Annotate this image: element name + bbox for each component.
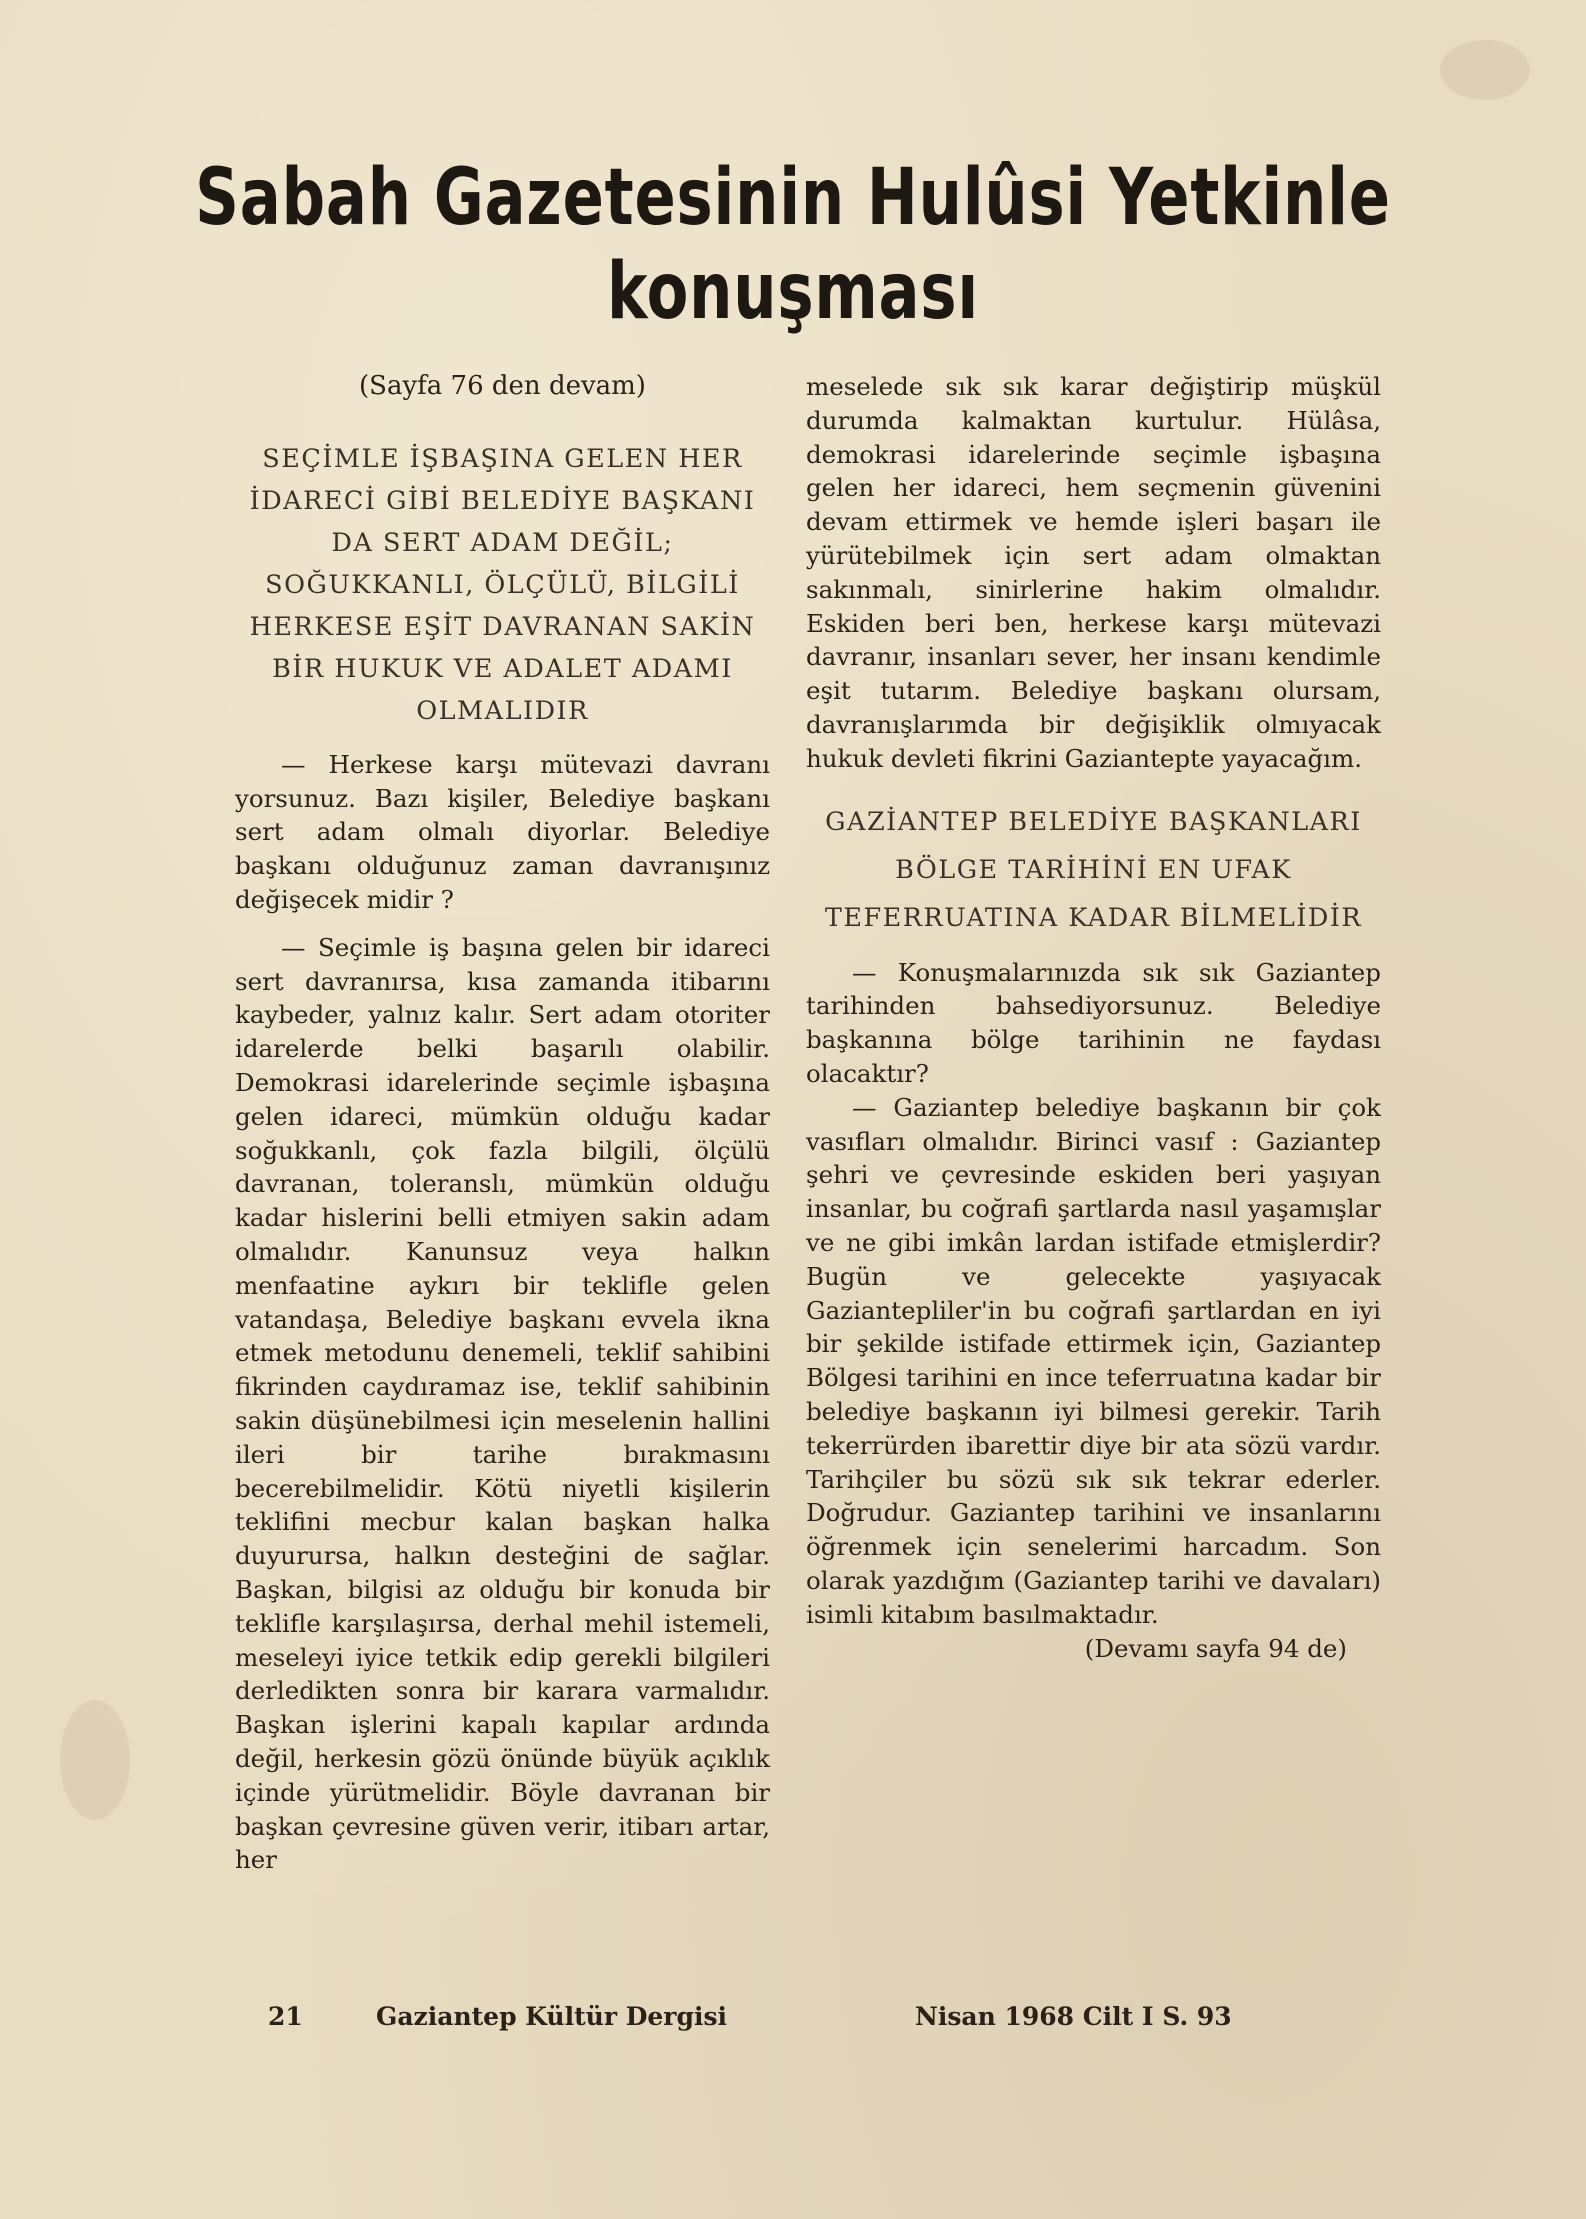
headline-line-1: Sabah Gazetesinin Hulûsi Yetkinle: [195, 153, 1391, 243]
headline-line-2: konuşması: [606, 247, 980, 337]
answer-1: — Seçimle iş başına gelen bir idareci sert davranırsa, kısa zamanda itibarını kaybeder, yalnız kalır. Sert adam otoriter idarelerde belki başarılı olabilir. Demokrasi idarelerinde seçimle işbaşına gelen idareci, mümkün olduğu kadar soğukkanlı, çok fazla bilgili, ölçülü davranan, toleranslı, mümkün olduğu kadar hislerini belli etmiyen sakin adam olmalıdır. Kanunsuz veya halkın menfaatine aykırı bir teklifle gelen vatandaşa, Belediye başkanı evvela ikna etmek metodunu denemeli, teklif sahibini fikrinden caydıramaz ise, teklif sahibinin sakin düşünebilmesi için meselenin hallini ileri bir tarihe bırakmasını becerebilmelidir. Kötü niyetli kişilerin teklifini mecbur kalan başkan halka duyurursa, halkın desteğini de sağlar. Başkan, bilgisi az olduğu bir konuda bir teklifle karşılaşırsa, derhal mehil istemeli, meseleyi iyice tetkik edip gerekli bilgileri derledikten sonra bir karara varmalıdır. Başkan işlerini kapalı kapılar ardında değil, herkesin gözü önünde büyük açıklık içinde yürütmelidir. Böyle davranan bir başkan çevresine güven verir, itibarı artar, her: [235, 932, 770, 1875]
continued-from-note: (Sayfa 76 den devam): [359, 371, 646, 401]
question-1: — Herkese karşı mütevazi davranı yorsunuz. Bazı kişiler, Belediye başkanı sert adam olmalı diyorlar. Belediye başkanı olduğunuz zaman davranışınız değişecek midir ?: [235, 749, 770, 914]
paper-stain: [60, 1700, 130, 1820]
answer-2: — Gaziantep belediye başkanın bir çok vasıfları olmalıdır. Birinci vasıf : Gaziantep şehri ve çevresinde eskiden beri yaşıyan insanlar, bu coğrafi şartlarda nasıl yaşamışlar ve ne gibi imkân lardan istifade etmişlerdir? Bugün ve gelecekte yaşıyacak Gaziantepliler'in bu coğrafi şartlardan en iyi bir şekilde istifade ettirmek için, Gaziantep Bölgesi tarihini en ince teferruatına kadar bir belediye başkanın iyi bilmesi gerekir. Tarih tekerrürden ibarettir diye bir ata sözü vardır. Tarihçiler bu sözü sık sık tekrar ederler. Doğrudur. Gaziantep tarihini ve insanlarını öğrenmek için senelerimi harcadım. Son olarak yazdığım (Gaziantep tarihi ve davaları) isimli kitabım basılmaktadır.: [806, 1092, 1381, 1629]
magazine-name: Gaziantep Kültür Dergisi: [376, 2002, 728, 2031]
issue-info: Nisan 1968 Cilt I S. 93: [915, 2002, 1232, 2031]
right-subheading: GAZİANTEP BELEDİYE BAŞKANLARI BÖLGE TARİHİNİ EN UFAK TEFERRUATINA KADAR BİLMELİDİR: [824, 806, 1363, 933]
answer-1-continued: meselede sık sık karar değiştirip müşkül durumda kalmaktan kurtulur. Hülâsa, demokrasi idarelerinde seçimle işbaşına gelen her idareci, hem seçmenin güvenini devam ettirmek ve hemde işleri başarı ile yürütebilmek için sert adam olmaktan sakınmalı, sinirlerine hakim olmalıdır. Eskiden beri ben, herkese karşı mütevazi davranır, insanları sever, her insanı kendimle eşit tutarım. Belediye başkanı olursam, davranışlarımda bir değişiklik olmıyacak hukuk devleti fikrini Gaziantepte yayacağım.: [806, 372, 1381, 773]
continued-to-note: (Devamı sayfa 94 de): [1084, 1633, 1347, 1663]
left-column: [235, 370, 770, 1877]
paper-stain: [1440, 40, 1530, 100]
right-column: [806, 370, 1381, 1665]
question-2: — Konuşmalarınızda sık sık Gaziantep tarihinden bahsediyorsunuz. Belediye başkanına bölge tarihinin ne faydası olacaktır?: [806, 957, 1381, 1088]
left-subheading: SEÇİMLE İŞBAŞINA GELEN HER İDARECİ GİBİ BELEDİYE BAŞKANI DA SERT ADAM DEĞİL; SOĞUKKANLI, ÖLÇÜLÜ, BİLGİLİ HERKESE EŞİT DAVRANAN SAKİN BİR HUKUK VE ADALET ADAMI OLMALIDIR: [249, 443, 756, 726]
page-number: 21: [268, 2002, 303, 2031]
